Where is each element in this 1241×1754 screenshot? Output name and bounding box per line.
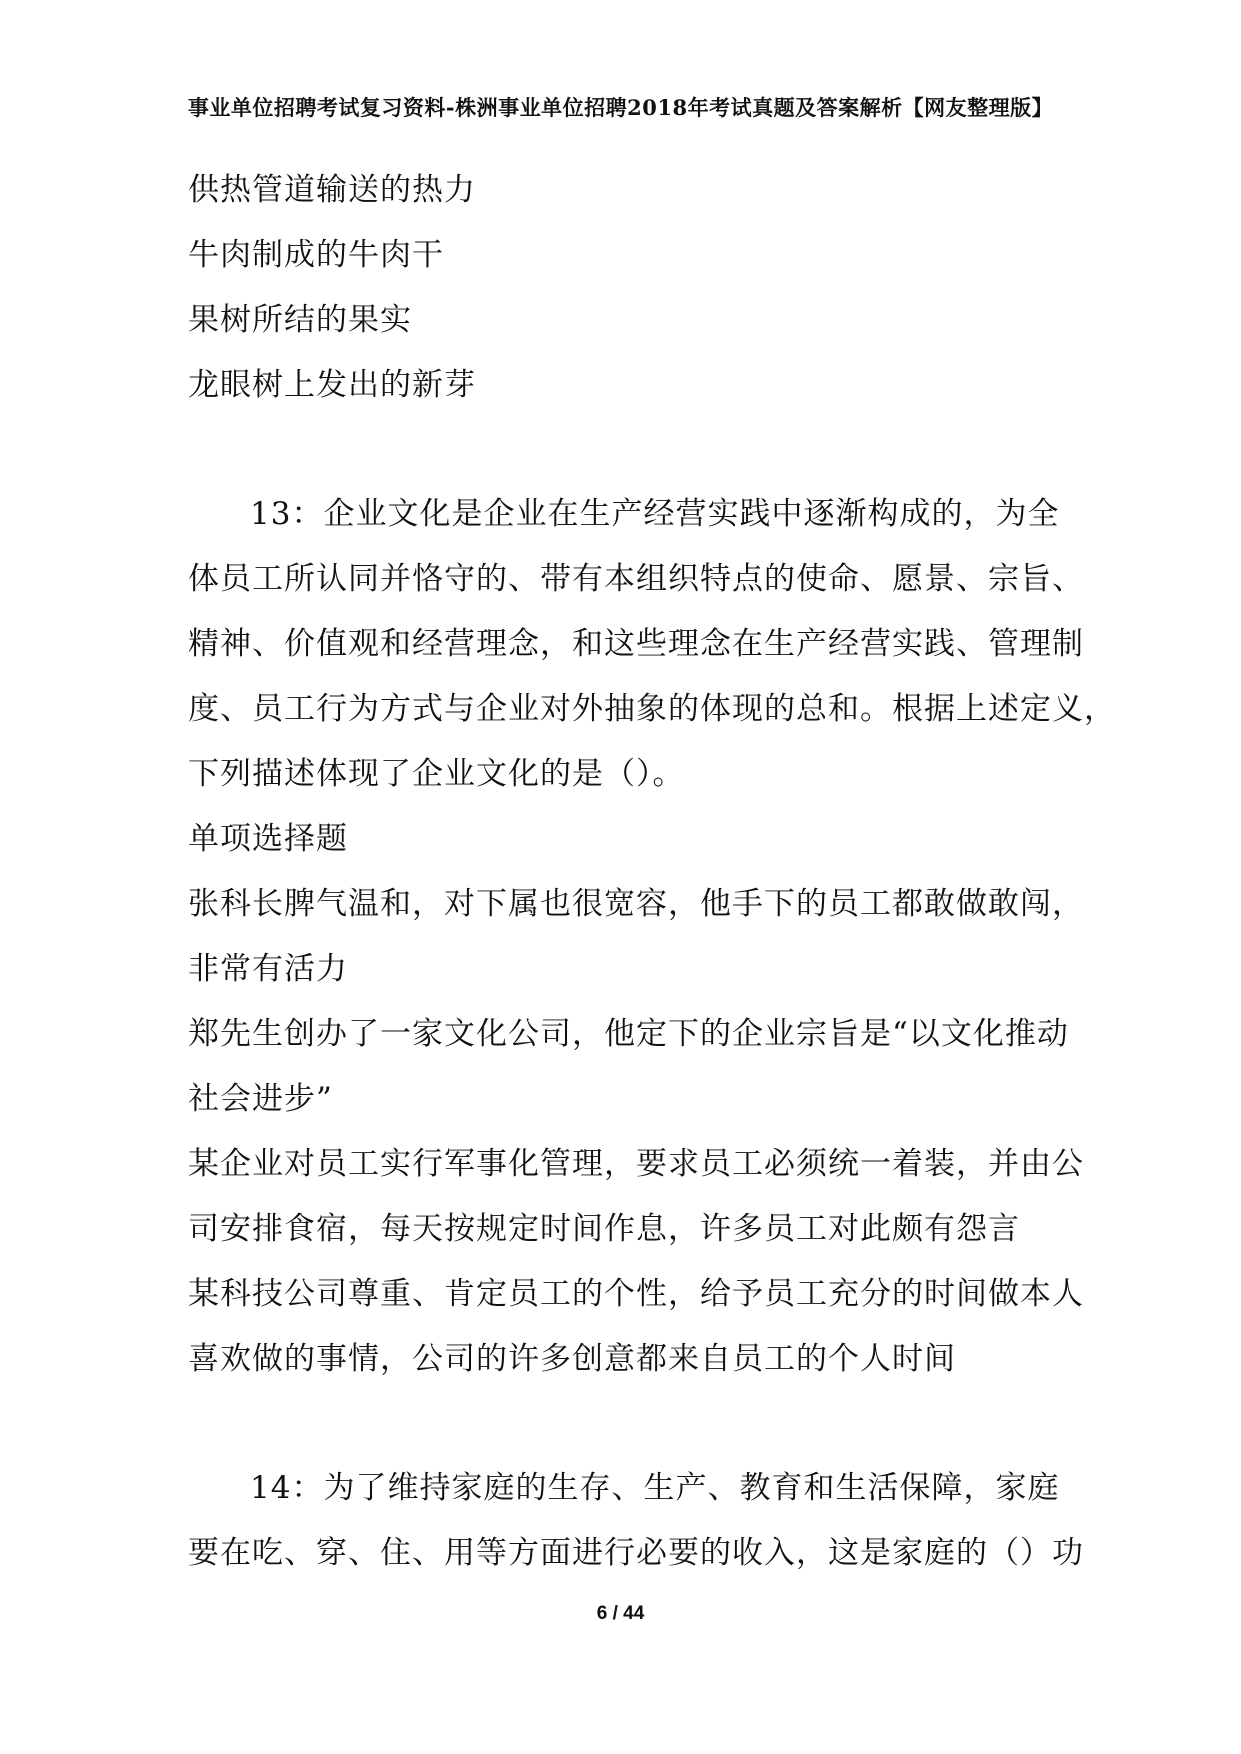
option-line: 果树所结的果实 [188, 302, 412, 338]
question-13-stem: 度、员工行为方式与企业对外抽象的体现的总和。根据上述定义， [188, 691, 1116, 727]
option-line: 喜欢做的事情，公司的许多创意都来自员工的个人时间 [188, 1341, 956, 1377]
section-spacer [188, 1392, 1068, 1456]
question-13-stem: 下列描述体现了企业文化的是（）。 [188, 756, 685, 792]
question-14-stem: 14：为了维持家庭的生存、生产、教育和生活保障，家庭 [250, 1470, 1060, 1506]
question-13-stem: 13：企业文化是企业在生产经营实践中逐渐构成的，为全 [250, 496, 1060, 532]
option-line: 郑先生创办了一家文化公司，他定下的企业宗旨是“以文化推动 [188, 1016, 1069, 1052]
option-line: 司安排食宿，每天按规定时间作息，许多员工对此颇有怨言 [188, 1211, 1020, 1247]
page-header: 事业单位招聘考试复习资料-株洲事业单位招聘2018年考试真题及答案解析【网友整理版】 [187, 95, 1054, 120]
option-line: 社会进步” [188, 1081, 333, 1117]
question-13-stem: 体员工所认同并恪守的、带有本组织特点的使命、愿景、宗旨、 [188, 561, 1084, 597]
section-spacer [188, 418, 1068, 482]
option-line: 张科长脾气温和，对下属也很宽容，他手下的员工都敢做敢闯， [188, 886, 1084, 922]
question-13-stem: 精神、价值观和经营理念，和这些理念在生产经营实践、管理制 [188, 626, 1084, 662]
option-line: 牛肉制成的牛肉干 [188, 237, 444, 273]
page-number: 6 / 44 [596, 1603, 645, 1624]
option-line: 龙眼树上发出的新芽 [188, 367, 476, 403]
option-line: 某企业对员工实行军事化管理，要求员工必须统一着装，并由公 [188, 1146, 1084, 1182]
option-line: 非常有活力 [188, 951, 348, 987]
question-type-label: 单项选择题 [188, 821, 348, 857]
option-line: 某科技公司尊重、肯定员工的个性，给予员工充分的时间做本人 [188, 1276, 1084, 1312]
page-content [188, 158, 1116, 1586]
option-line: 供热管道输送的热力 [188, 172, 476, 208]
question-14-stem: 要在吃、穿、住、用等方面进行必要的收入，这是家庭的（）功 [188, 1535, 1084, 1571]
